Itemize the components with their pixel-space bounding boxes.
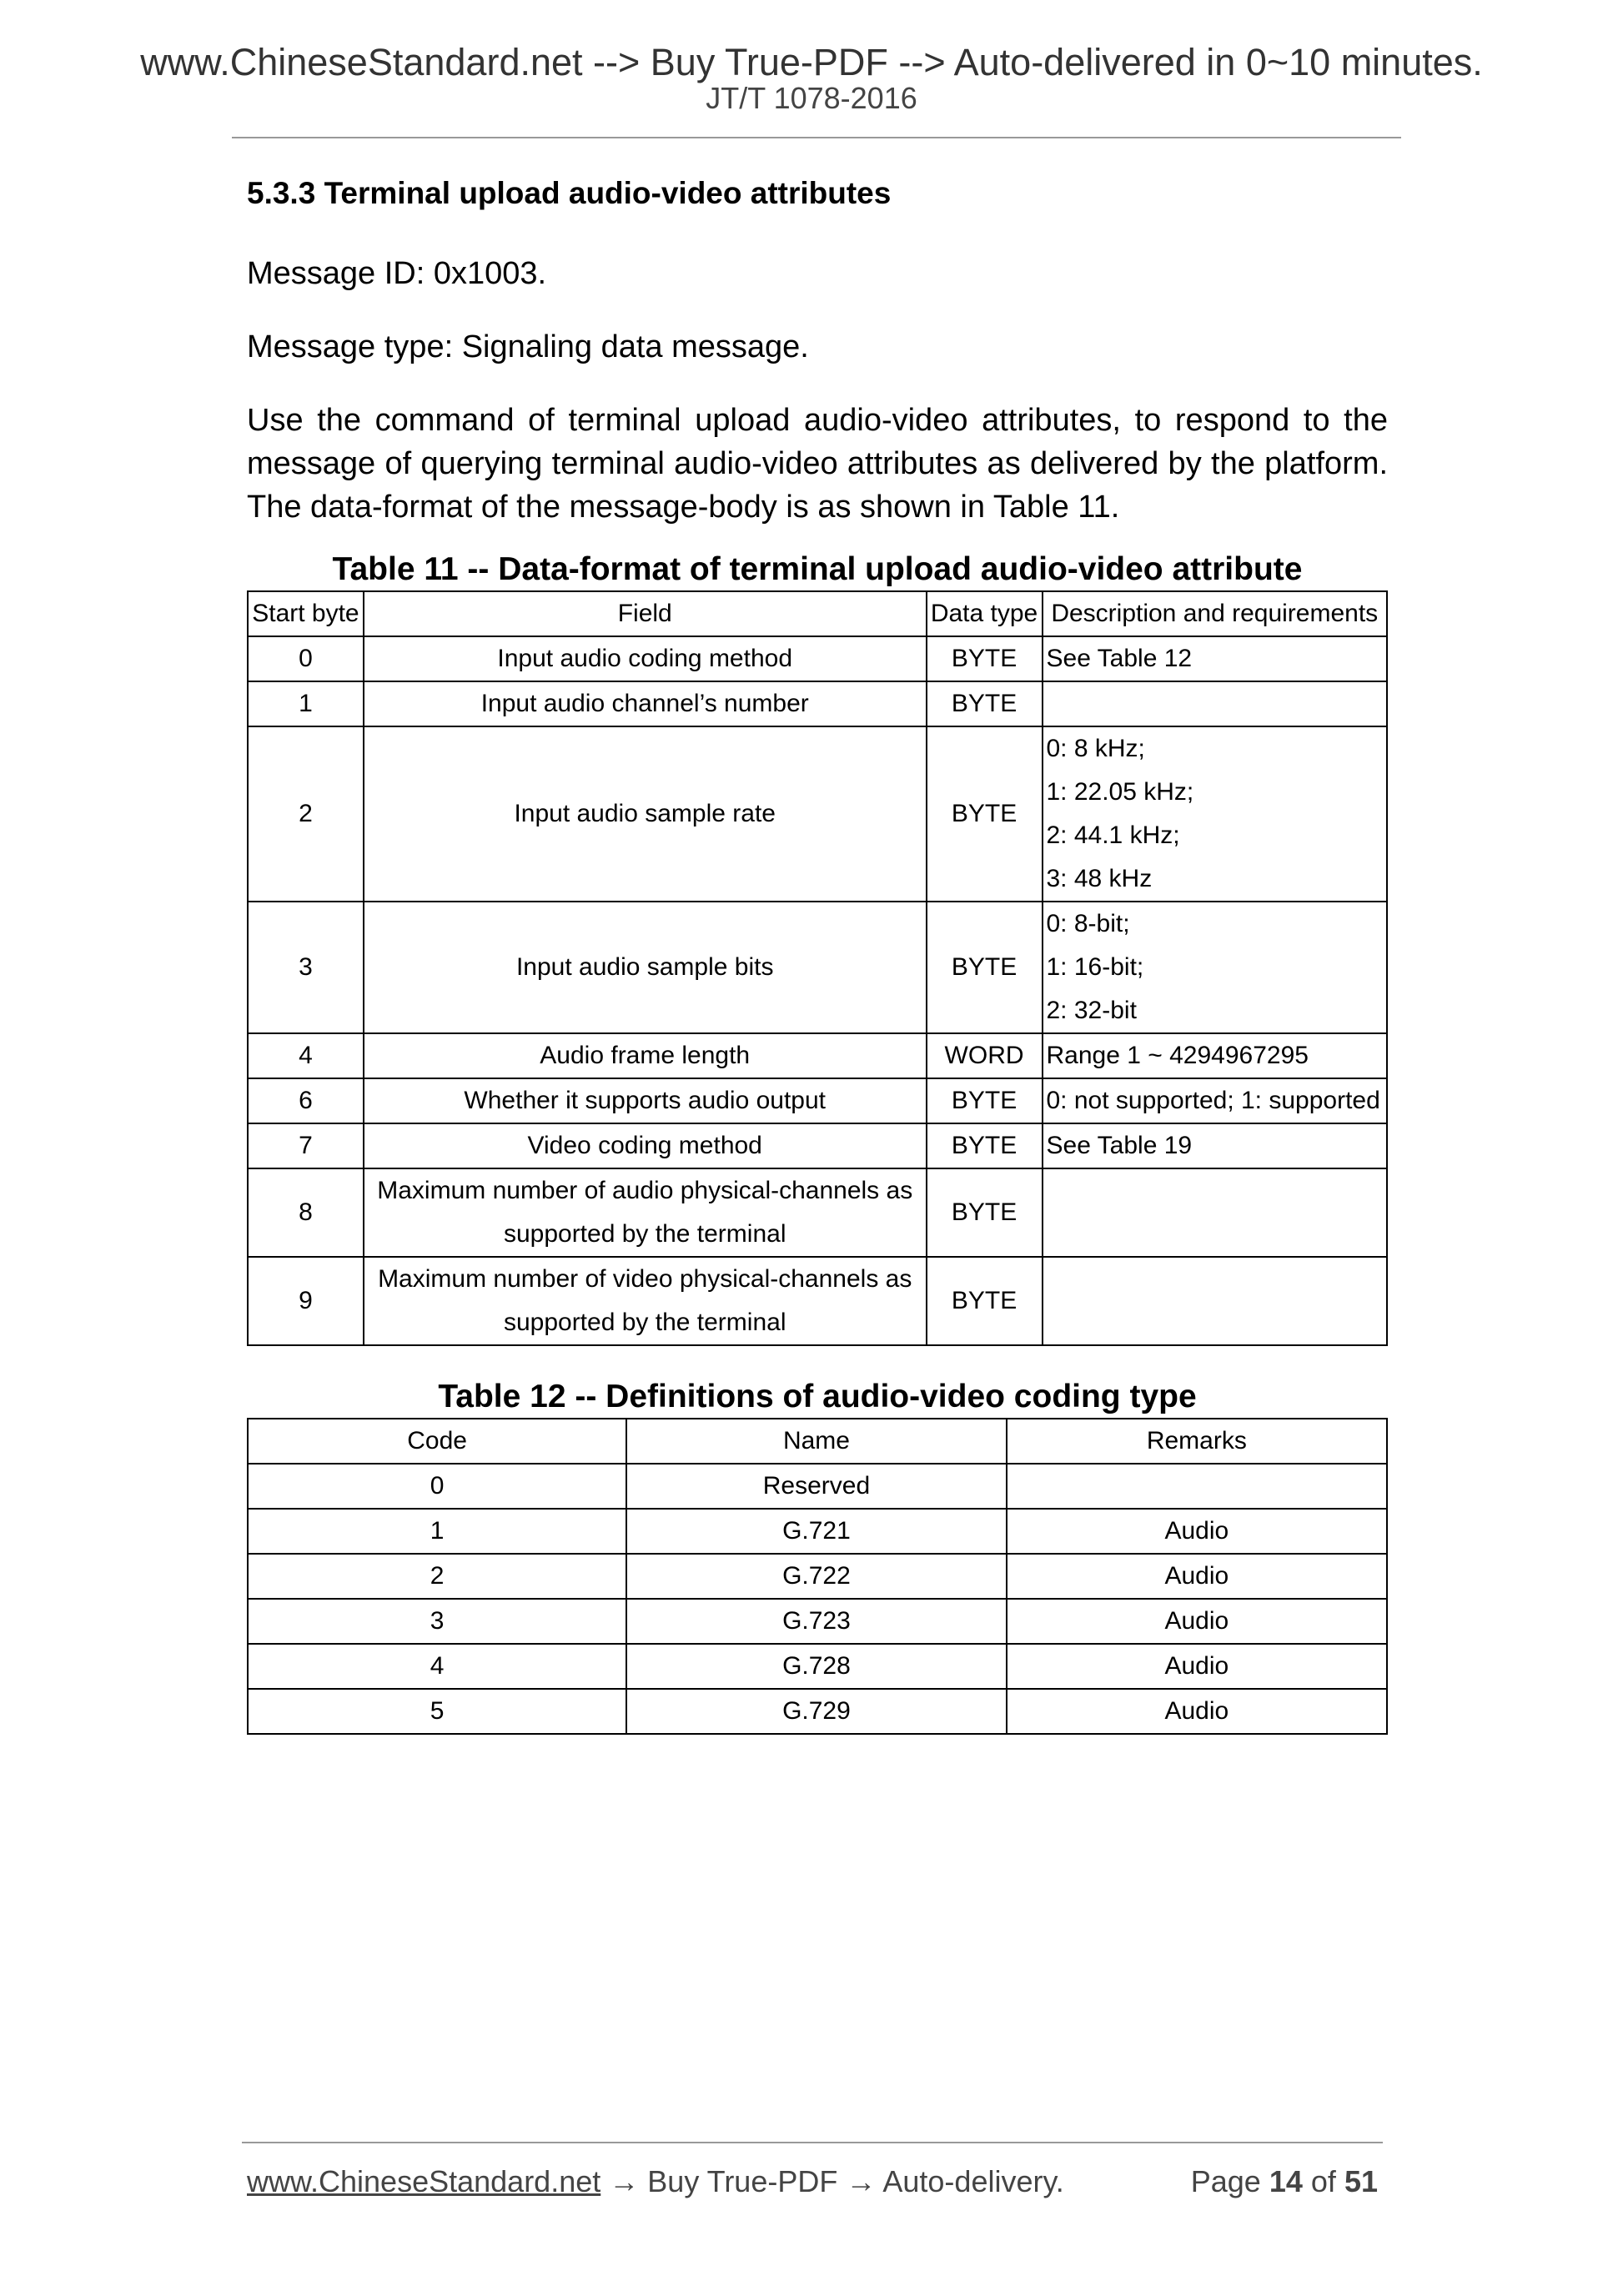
page-total: 51 (1344, 2164, 1378, 2198)
table-row (248, 1509, 1387, 1554)
column-header-remarks: Remarks (1007, 1419, 1387, 1464)
cell-data-type: BYTE (927, 636, 1043, 681)
cell-description (1043, 636, 1388, 681)
description-line (1047, 1191, 1384, 1234)
table-row (248, 902, 1387, 1033)
cell-field (364, 1257, 927, 1345)
cell-name: G.722 (626, 1554, 1006, 1599)
of-label: of (1310, 2164, 1336, 2198)
header-divider (232, 137, 1401, 138)
description-line: 1: 16-bit; (1046, 953, 1144, 982)
cell-data-type: BYTE (927, 681, 1043, 726)
field-line: Audio frame length (540, 1042, 751, 1070)
cell-code: 1 (248, 1509, 626, 1554)
description-line: 2: 44.1 kHz; (1046, 821, 1180, 850)
table-row (248, 1644, 1387, 1689)
table-12-caption: Table 12 -- Definitions of audio-video coding type (438, 1379, 1197, 1415)
page-label: Page (1190, 2164, 1261, 2198)
table-11 (247, 590, 1388, 1346)
column-header-data-type: Data type (927, 591, 1043, 636)
table-row (248, 1033, 1387, 1078)
cell-remarks: Audio (1007, 1689, 1387, 1734)
cell-data-type: BYTE (927, 726, 1043, 902)
cell-start-byte: 4 (248, 1033, 364, 1078)
cell-name: G.721 (626, 1509, 1006, 1554)
table-row (248, 1078, 1387, 1123)
cell-start-byte: 2 (248, 726, 364, 902)
cell-description (1043, 726, 1388, 902)
cell-data-type: BYTE (927, 1078, 1043, 1123)
table-row (248, 681, 1387, 726)
cell-data-type: WORD (927, 1033, 1043, 1078)
column-header-description: Description and requirements (1043, 591, 1388, 636)
field-line: Input audio sample bits (515, 953, 774, 982)
description-line: 0: not supported; 1: supported (1046, 1087, 1380, 1115)
message-id: Message ID: 0x1003. (247, 256, 547, 292)
cell-data-type: BYTE (927, 902, 1043, 1033)
table-row (248, 1554, 1387, 1599)
field-line: Input audio channel’s number (480, 690, 809, 718)
cell-description (1043, 902, 1388, 1033)
description-line: See Table 19 (1046, 1132, 1193, 1160)
cell-start-byte: 9 (248, 1257, 364, 1345)
field-line: Whether it supports audio output (464, 1087, 827, 1115)
description-line: Range 1 ~ 4294967295 (1046, 1042, 1309, 1070)
cell-remarks: Audio (1007, 1599, 1387, 1644)
description-line: 1: 22.05 kHz; (1046, 778, 1194, 806)
field-line: Input audio coding method (497, 645, 793, 673)
footer-site-link[interactable]: www.ChineseStandard.net (247, 2164, 601, 2198)
cell-remarks: Audio (1007, 1509, 1387, 1554)
cell-name: Reserved (626, 1464, 1006, 1509)
column-header-field: Field (364, 591, 927, 636)
cell-description (1043, 1168, 1388, 1257)
column-header-start-byte: Start byte (248, 591, 364, 636)
description-line: 0: 8-bit; (1046, 910, 1130, 938)
column-header-name: Name (626, 1419, 1006, 1464)
page-indicator (1191, 2162, 1378, 2202)
field-line: Input audio sample rate (514, 800, 776, 828)
page-content (247, 175, 1388, 1735)
message-type: Message type: Signaling data message. (247, 329, 809, 365)
table-row (248, 1464, 1387, 1509)
cell-code: 0 (248, 1464, 626, 1509)
table-row (248, 1689, 1387, 1734)
table-11-header-row (248, 591, 1387, 636)
table-row (248, 1599, 1387, 1644)
table-12-body (248, 1464, 1387, 1734)
field-line: Video coding method (527, 1132, 762, 1160)
cell-description (1043, 1078, 1388, 1123)
cell-code: 4 (248, 1644, 626, 1689)
table-row (248, 636, 1387, 681)
cell-data-type: BYTE (927, 1168, 1043, 1257)
footer-delivery-text: Auto-delivery. (882, 2164, 1064, 2198)
page-number: 14 (1269, 2164, 1303, 2198)
description-line (1047, 1279, 1384, 1323)
field-line: Maximum number of audio physical-channels as (377, 1177, 913, 1205)
cell-field (364, 726, 927, 902)
cell-remarks (1007, 1464, 1387, 1509)
description-line: See Table 12 (1046, 645, 1193, 673)
cell-code: 2 (248, 1554, 626, 1599)
description-line: 0: 8 kHz; (1046, 735, 1145, 763)
cell-name: G.729 (626, 1689, 1006, 1734)
cell-data-type: BYTE (927, 1123, 1043, 1168)
footer (247, 2162, 1378, 2202)
cell-start-byte: 8 (248, 1168, 364, 1257)
cell-field (364, 902, 927, 1033)
table-11-body (248, 636, 1387, 1345)
cell-start-byte: 0 (248, 636, 364, 681)
table-row (248, 1168, 1387, 1257)
arrow-icon: → (846, 2164, 877, 2198)
cell-remarks: Audio (1007, 1644, 1387, 1689)
cell-field (364, 1078, 927, 1123)
section-description: Use the command of terminal upload audio-video attributes, to respond to the message of querying terminal audio-video attributes as delivered by the platform. The data-format of the message-body is as shown in Table 11. (247, 403, 1388, 525)
cell-field (364, 1168, 927, 1257)
cell-code: 3 (248, 1599, 626, 1644)
header-banner: www.ChineseStandard.net --> Buy True-PDF --> Auto-delivered in 0~10 minutes. (140, 41, 1483, 83)
section-title: 5.3.3 Terminal upload audio-video attributes (247, 176, 892, 210)
cell-name: G.728 (626, 1644, 1006, 1689)
description-line: 3: 48 kHz (1046, 865, 1153, 893)
cell-description (1043, 1123, 1388, 1168)
standard-number: JT/T 1078-2016 (706, 81, 917, 115)
cell-description (1043, 1257, 1388, 1345)
cell-code: 5 (248, 1689, 626, 1734)
table-row (248, 726, 1387, 902)
cell-remarks: Audio (1007, 1554, 1387, 1599)
cell-field (364, 681, 927, 726)
cell-data-type: BYTE (927, 1257, 1043, 1345)
cell-start-byte: 1 (248, 681, 364, 726)
cell-name: G.723 (626, 1599, 1006, 1644)
cell-start-byte: 6 (248, 1078, 364, 1123)
table-row (248, 1123, 1387, 1168)
table-12-header-row (248, 1419, 1387, 1464)
table-11-caption: Table 11 -- Data-format of terminal upload audio-video attribute (332, 551, 1303, 588)
cell-description (1043, 1033, 1388, 1078)
description-line (1047, 682, 1384, 726)
cell-field (364, 1123, 927, 1168)
column-header-code: Code (248, 1419, 626, 1464)
table-12 (247, 1418, 1388, 1735)
footer-divider (242, 2142, 1383, 2143)
cell-description (1043, 681, 1388, 726)
cell-field (364, 1033, 927, 1078)
table-row (248, 1257, 1387, 1345)
cell-start-byte: 7 (248, 1123, 364, 1168)
footer-buy-text: Buy True-PDF (647, 2164, 838, 2198)
arrow-icon: → (609, 2164, 640, 2198)
cell-start-byte: 3 (248, 902, 364, 1033)
field-line: Maximum number of video physical-channels as (378, 1265, 912, 1294)
field-line: supported by the terminal (503, 1220, 786, 1248)
cell-field (364, 636, 927, 681)
description-line: 2: 32-bit (1046, 997, 1137, 1025)
field-line: supported by the terminal (503, 1309, 786, 1337)
